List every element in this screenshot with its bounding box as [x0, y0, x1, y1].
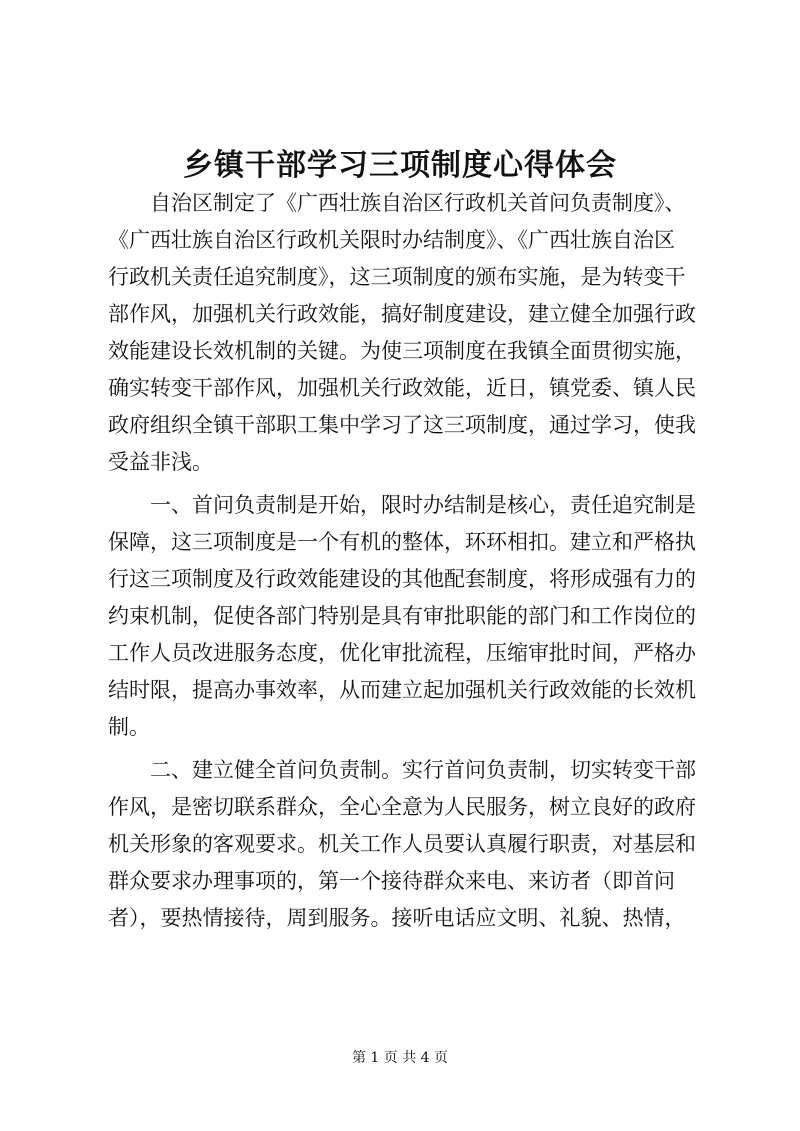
paragraph-1 — [108, 185, 700, 481]
text-line: 者），要热情接待，周到服务。接听电话应文明、礼貌、热情， — [108, 906, 686, 930]
text-line: 政府组织全镇干部职工集中学习了这三项制度，通过学习，使我 — [108, 413, 696, 437]
text-line: 制。 — [108, 715, 150, 739]
text-line: 行这三项制度及行政效能建设的其他配套制度，将形成强有力的 — [108, 567, 696, 591]
text-line: 受益非浅。 — [108, 450, 213, 474]
paragraph-3 — [108, 752, 700, 937]
text-line: 一、首问负责制是开始，限时办结制是核心，责任追究制是 — [150, 493, 696, 517]
text-line: 工作人员改进服务态度，优化审批流程，压缩审批时间，严格办 — [108, 641, 696, 665]
text-line: 《广西壮族自治区行政机关限时办结制度》、《广西壮族自治区 — [108, 228, 675, 252]
text-line: 机关形象的客观要求。机关工作人员要认真履行职责，对基层和 — [108, 832, 696, 856]
paragraph-2 — [108, 487, 700, 746]
text-line: 效能建设长效机制的关键。为使三项制度在我镇全面贯彻实施， — [108, 339, 696, 363]
text-line: 群众要求办理事项的，第一个接待群众来电、来访者（即首问 — [108, 869, 675, 893]
text-line: 行政机关责任追究制度》，这三项制度的颁布实施，是为转变干 — [108, 265, 686, 289]
text-line: 约束机制，促使各部门特别是具有审批职能的部门和工作岗位的 — [108, 604, 696, 628]
text-line: 确实转变干部作风，加强机关行政效能，近日，镇党委、镇人民 — [108, 376, 696, 400]
page-number-footer: 第 1 页 共 4 页 — [351, 1050, 449, 1066]
text-line: 作风，是密切联系群众，全心全意为人民服务，树立良好的政府 — [108, 795, 696, 819]
text-line: 结时限，提高办事效率，从而建立起加强机关行政效能的长效机 — [108, 678, 696, 702]
text-line: 二、建立健全首问负责制。实行首问负责制，切实转变干部 — [150, 758, 696, 782]
text-line: 自治区制定了《广西壮族自治区行政机关首问负责制度》、 — [150, 191, 686, 215]
text-line: 部作风，加强机关行政效能，搞好制度建设，建立健全加强行政 — [108, 302, 696, 326]
document-title: 乡镇干部学习三项制度心得体会 — [183, 148, 617, 183]
document-body — [108, 185, 700, 943]
text-line: 保障，这三项制度是一个有机的整体，环环相扣。建立和严格执 — [108, 530, 696, 554]
